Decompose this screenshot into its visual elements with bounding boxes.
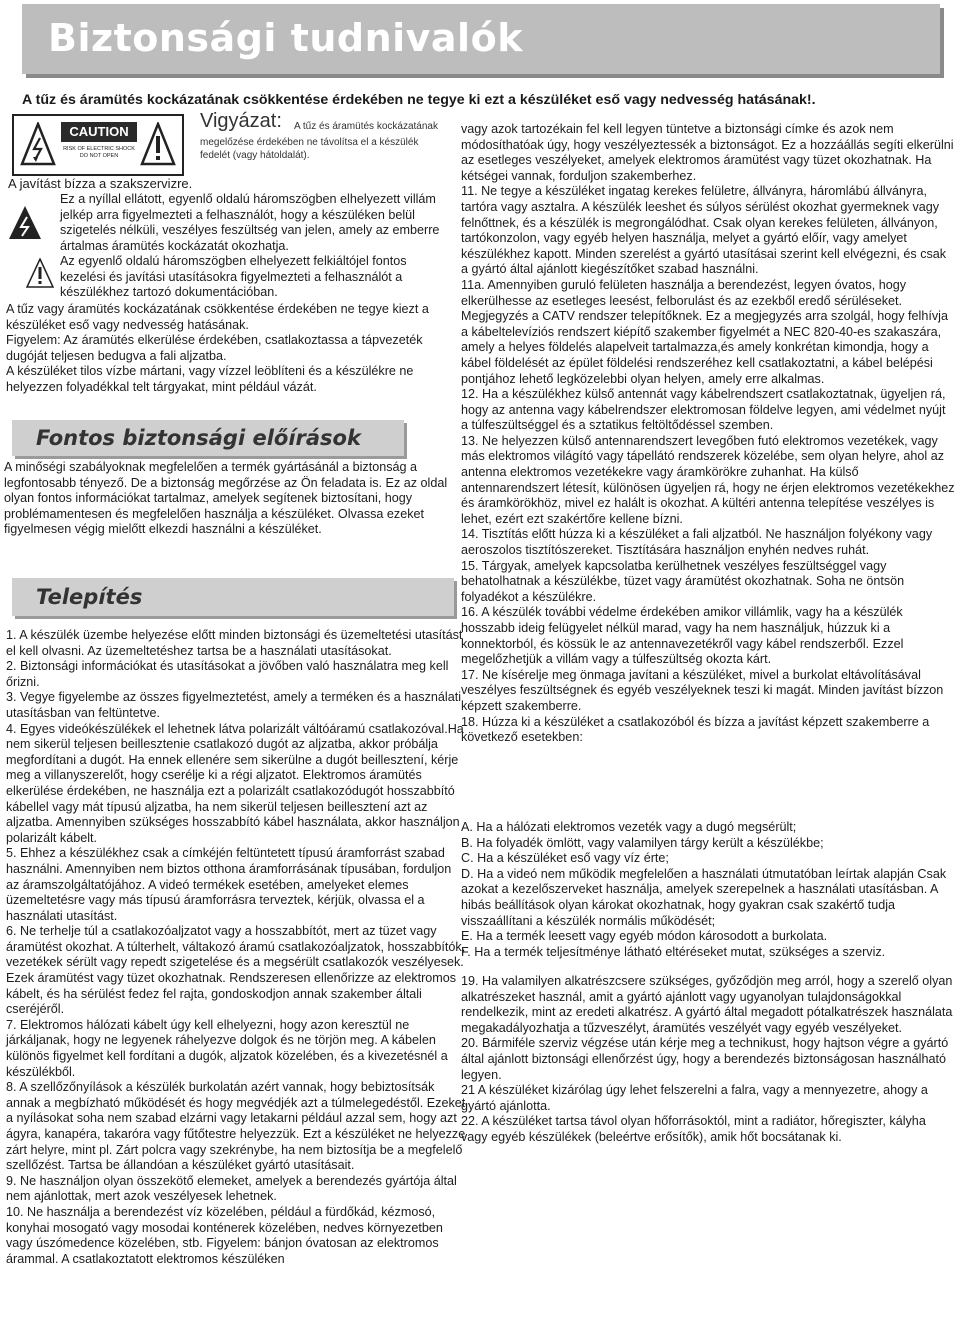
exclamation-triangle-icon [26,258,54,288]
intro-paragraph-3: A készüléket tilos vízbe mártani, vagy vízzel leöblíteni és a készülékre ne helyezzen folyadékkal telt tárgyakat, mint például vázát. [6,364,414,394]
right-subitem: A. Ha a hálózati elektromos vezeték vagy a dugó megsérült; [461,820,797,834]
vigyazat-line1: A tűz és áramütés kockázatának [294,121,438,132]
fontos-text: A minőségi szabályoknak megfelelően a termék gyártásánál a biztonság a legfontosabb tényező. De a biztonság megőrzése az Ön feladata is. Ez az oldal olyan fontos információkat tartalmaz, amelyek segítenek biztosítani, hogy problémamentesen és megfelelően használja a készüléket. Olvassa ezeket figyelmesen végig mielőtt elkezdi használni a készüléket. [4,460,448,537]
right-item: 11. Ne tegye a készüléket ingatag kerekes felületre, állványra, háromlábú állványra, tartóra vagy asztalra. A készülék leeshet és súlyos sérülést okozhat gyermeknek vagy felnőttnek, és a készülék is megrongálódhat. Csak olyan kerekes felületen, állványon, tartókonzolon, vagy egyéb helyen használja, melyet a gyártó előír, vagy amelyet készülékhez kapott. Minden szerelést a gyártó utasításai szerint kell elvégezni, és csak a gyártó által ajánlott kiegészítőket szabad használni. [461,184,947,277]
right-item: 11a. Amennyiben guruló felületen használja a berendezést, legyen óvatos, hogy elkerülhesse az esetleges leesést, felborulást és az ezekből eredő sérüléseket. Megjegyzés a CATV rendszer telepítőknek. Ez a megjegyzés arra szolgál, hogy felhívja a kábeltelevíziós rendszert kiépítő szakember figyelmét a NEC 820-40-es szakaszára, amely a helyes földelés alapelveit tartalmazza,és amely konkrétan kimondja, hogy a kábel földelését az épület földelési rendszeréhez kell csatlakoztatni, a kábel belépési pontjához lehető legközelebbi olyan helyen, amely erre alkalmas. [461,277,948,386]
right-item: 15. Tárgyak, amelyek kapcsolatba kerülhetnek veszélyes feszültséggel vagy behatolhatnak a készülékbe, tüzet vagy áramütést okozhatnak. Soha ne öntsön folyadékot a készülékre. [461,558,905,604]
telepites-item: 5. Ehhez a készülékhez csak a címkéjén feltüntetett típusú áramforrást szabad használni. Amennyiben nem biztos otthona áramforrásának típusában, forduljon az áramszolgáltatójához. A videó termékek esetében, amelyeket elemes üzemeltetésre vagy más típusú áramforrásra terveztek, kérjük, olvassa el a használati utasítást. [6,846,452,923]
vigyazat-heading: Vigyázat: [200,110,282,132]
right-item: 16. A készülék további védelme érdekében amikor villámlik, vagy ha a készülék hosszabb ideig felügyelet nélkül marad, vagy ha nem használjuk, húzzuk ki a konnektorból, és kössük le az antennavezetékről vagy kábel rendszerből. Ezzel megelőzhetjük a villám vagy a túlfeszültség okozta kárt. [461,605,904,667]
section-title-fontos: Fontos biztonsági előírások [36,426,361,450]
section-header-fontos [12,420,404,456]
main-warning: A tűz és áramütés kockázatának csökkentése érdekében ne tegye ki ezt a készüléket eső vagy nedvesség hatásának!. [22,92,816,108]
telepites-item: 1. A készülék üzembe helyezése előtt minden biztonsági és üzemeltetési utasítást el kell olvasni. Az üzemeltetéshez tartsa be a használati utasításokat. [6,628,463,658]
caution-subtext [61,146,137,160]
lightning-warning-icon [20,122,56,166]
intro-paragraph-1: A tűz vagy áramütés kockázatának csökkentése érdekében ne tegye kiezt a készüléket eső vagy nedvesség hatásának. [6,302,429,332]
lightning-symbol-text: Ez a nyíllal ellátott, egyenlő oldalú háromszögben elhelyezett villám jelkép arra figyelmezteti a felhasználót, hogy a készüléken belül szigetelés nélküli, veszélyes feszültség van jelen, amely az emberre ártalmas áramütés kockázatát okozhatja. [60,192,440,253]
right-tail-item: 21 A készüléket kizárólag úgy lehet felszerelni a falra, vagy a mennyezetre, ahogy a gyártó ajánlotta. [461,1083,928,1113]
right-tail-item: 19. Ha valamilyen alkatrészcsere szükséges, győződjön meg arról, hogy a szerelő olyan alkatrészeket használ, amit a gyártó ajánlott vagy ugyanolyan tulajdonságokkal rendelkezik, mint az eredeti alkatrész. A gyártó által megadott pótalkatrészek használata megakadályozhatja a tűzveszélyt, áramütés veszélyét vagy egyéb veszélyeket. [461,974,953,1035]
right-item: 12. Ha a készülékhez külső antennát vagy kábelrendszert csatlakoztatnak, ügyeljen rá, hogy az antenna vagy kábelrendszer elektromosan földelve legyen, ami védelmet nyújt a túlfeszültséggel és a sztatikus feltöltődéssel szemben. [461,387,946,433]
telepites-item: 2. Biztonsági információkat és utasításokat a jövőben való használatra meg kell őrizni. [6,659,449,689]
right-item: 13. Ne helyezzen külső antennarendszert levegőben futó elektromos vezetékek, vagy más elektromos világító vagy tápellátó rendszerek közelébe, sem olyan helyre, ahol az antenna elektromos vezetékekre vagy áramkörökre zuhanhat. Ha külső antennarendszert létesít, különösen ügyeljen rá, hogy ne érjen elektromos vezetékekhez és áramkörökhöz, mivel ez halált is okozhat. A kültéri antenna telepítése veszélyes is lehet, ezért ezt szakértőre kellene bízni. [461,433,955,526]
right-tail-item: 22. A készüléket tartsa távol olyan hőforrásoktól, mint a radiátor, hőregiszter, kályha vagy egyéb készülékek (beleértve erősítők), amik hőt bocsátanak ki. [461,1114,926,1144]
page-title: Biztonsági tudnivalók [48,16,523,60]
lightning-triangle-icon [8,205,42,241]
right-item: 18. Húzza ki a készüléket a csatlakozóból és bízza a javítást képzett szakemberre a következő esetekben: [461,714,930,745]
telepites-item: 4. Egyes videókészülékek el lehetnek látva polarizált váltóáramú csatlakozóval.Ha nem sikerül teljesen beillesztenie csatlakozó dugót az aljzatba, akkor próbálja megfordítani a dugót. Ha ennek ellenére sem sikerülne a dugót beillesztení, kérje meg a villanyszerelőt, hogy cserélje ki a régi aljzatot. Elektromos áramütés elkerülése érdekében, ne használja ezt a polarizált csatlakozódugót hosszabbító kábellel vagy mát típusú aljzatba, ha nem sikerül teljesen beillesztení azt az aljzatba. Amennyiben szükséges hosszabbító kábel használata, akkor használjon polarizált kábelt. [6,721,464,845]
right-tail-item: 20. Bármiféle szerviz végzése után kérje meg a technikust, hogy hajtson végre a gyártó által ajánlott biztonsági ellenőrzést úgy, hogy a berendezés biztonságosan használható legyen. [461,1036,949,1082]
telepites-list [6,628,466,1267]
right-tail [461,974,955,1146]
exclamation-warning-icon [140,122,176,166]
right-subitem: B. Ha folyadék ömlött, vagy valamilyen tárgy került a készülékbe; [461,835,824,850]
right-column [461,122,955,746]
caution-sub-line1: RISK OF ELECTRIC SHOCK [63,146,135,152]
exclamation-symbol-text: Az egyenlő oldalú háromszögben elhelyezett felkiáltójel fontos kezelési és javítási utasításokra figyelmezteti a felhasználót a készülékhez tartozó dokumentációban. [60,254,407,300]
telepites-item: 10. Ne használja a berendezést víz közelében, például a fürdőkád, kézmosó, konyhai mosogató vagy mosodai konténerek közelében, nedves környezetben vagy úszómedence közelében, stb. Figyelem: bánjon óvatosan az elektromos árammal. A csatlakoztatott elektromos készüléken [6,1204,443,1266]
page-title-bar [22,4,940,74]
telepites-item: 7. Elektromos hálózati kábelt úgy kell elhelyezni, hogy azon keresztül ne járkáljanak, hogy ne legyenek ráhelyezve dolgok és ne törjön meg. A kábelen különös figyelmet kell fordítani a dugók, aljzatok közelében, és a kivezetésnél a készülékből. [6,1017,448,1079]
right-sublist [461,820,955,960]
vigyazat-line2: megelőzése érdekében ne távolítsa el a készülék [200,137,419,148]
caution-text: CAUTION [61,122,137,142]
telepites-item: 8. A szellőzőnyílások a készülék burkolatán azért vannak, hogy bebiztosítsák annak a megbízható működését és hogy megvédjék azt a túlmelegedéstől. Ezeket a nyílásokat soha nem szabad elzárni vagy letakarni például azzal sem, hogy azt ágyra, kanapéra, takaróra vagy fűtőtestre helyezzük. Ezt a készüléket ne helyezze zárt helyre, mint pl. Zárt polcra vagy szekrénybe, ha nem biztosítja be a megfelelő szellőzést. Tartsa be állandóan a készüléket gyártó utasításait. [6,1080,466,1173]
service-text: A javítást bízza a szakszervizre. [8,176,193,191]
right-subitem: C. Ha a készüléket eső vagy víz érte; [461,851,669,866]
vigyazat-line3: fedelét (vagy hátoldalát). [200,150,310,161]
telepites-item: 9. Ne használjon olyan összekötő elemeket, amelyek a berendezés gyártója által nem ajánlottak, mert azok veszélyesek lehetnek. [6,1173,457,1204]
right-subitem: F. Ha a termék teljesítménye látható eltéréseket mutat, szükséges a szerviz. [461,944,886,959]
section-header-telepites [12,578,454,616]
right-subitem: D. Ha a videó nem működik megfelelően a használati útmutatóban leírtak alapján Csak azokat a kezelőszerveket használja, amelyek szerepelnek a használati utasításban. A hibás beállítások olyan károkat okozhatnak, hogy gyakran csak szakértő tudja visszaállítani a készülék normális működését; [461,866,947,928]
right-subitem: E. Ha a termék leesett vagy egyéb módon károsodott a burkolata. [461,929,828,944]
telepites-item: 6. Ne terhelje túl a csatlakozóaljzatot vagy a hosszabbítót, mert az tüzet vagy áramütést okozhat. A túlterhelt, váltakozó áramú csatlakozóaljzatok, hosszabbítók, vezetékek sérült vagy repedt szigetelése és a megsérült csatlakozók veszélyesek. Ezek áramütést vagy tüzet okozhatnak. Rendszeresen ellenőrizze az elektromos kábelt, és ha sérülést fedez fel rajta, gondoskodjon annak szakember általi cseréjéről. [6,924,466,1017]
caution-sub-line2: DO NOT OPEN [79,153,119,159]
right-item: 14. Tisztítás előtt húzza ki a készüléket a fali aljzatból. Ne használjon folyékony vagy aeroszolos tisztítószereket. Tisztítására használjon enyhén nedves ruhát. [461,527,933,558]
right-item: 17. Ne kísérelje meg önmaga javítani a készüléket, mivel a burkolat eltávolításával veszélyes feszültségnek és egyéb veszélyeknek teszi ki magát. Minden javítást bízzon képzett szakemberre. [461,667,944,713]
section-title-telepites: Telepítés [36,585,143,609]
right-item: vagy azok tartozékain fel kell legyen tüntetve a biztonsági címke és azok nem módosíthatóak úgy, hogy veszélyeztessék a biztonságot. Ez a hozzáállás segíti elkerülni az esetleges veszélyeket, amelyek elektromos áramütést vagy tüzet okozhatnak. Ha kétségei vannak, forduljon szakemberhez. [461,122,954,183]
telepites-item: 3. Vegye figyelembe az összes figyelmeztetést, amely a terméken és a használati utasításban van feltüntetve. [6,690,462,720]
caution-label [12,114,184,176]
intro-paragraph-2: Figyelem: Az áramütés elkerülése érdekében, csatlakoztassa a tápvezeték dugóját teljesen bedugva a fali aljzatba. [6,333,423,363]
